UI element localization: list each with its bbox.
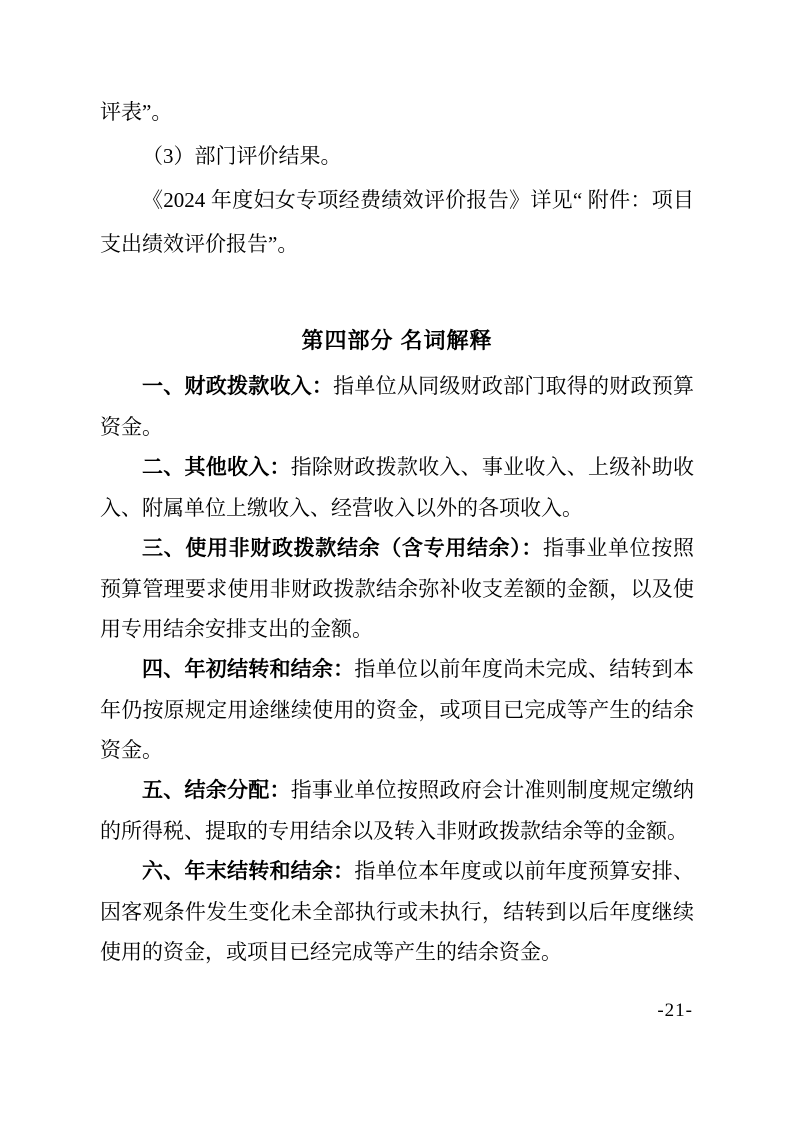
- definition-term: 五、结余分配：: [142, 779, 291, 802]
- definition-text: 指单位本年度或以前年度预算安排、因客观条件发生变化未全部执行或未执行，结转到以后年度继续使用的资金，或项目已经完成等产生的结余资金。: [100, 859, 695, 964]
- definition-text: 指事业单位按照政府会计准则制度规定缴纳的所得税、提取的专用结余以及转入非财政拨款结余等的金额。: [100, 778, 695, 843]
- definition-text: 指单位从同级财政部门取得的财政预算资金。: [100, 374, 695, 439]
- definition-item: [100, 447, 694, 528]
- department-evaluation-item: （3）部门评价结果。: [142, 144, 342, 168]
- evaluation-result-block: [100, 90, 694, 266]
- definition-item: [100, 649, 694, 770]
- definition-item: [100, 528, 694, 649]
- report-reference-paragraph: 《2024 年度妇女专项经费绩效评价报告》详见“ 附件：项目支出绩效评价报告”。: [100, 188, 694, 256]
- page-number: -21-: [657, 1000, 693, 1021]
- definition-text: 指事业单位按照预算管理要求使用非财政拨款结余弥补收支差额的金额，以及使用专用结余安排支出的金额。: [100, 536, 695, 641]
- definition-term: 一、财政拨款收入：: [142, 375, 334, 398]
- definition-text: 指单位以前年度尚未完成、结转到本年仍按原规定用途继续使用的资金，或项目已完成等产生的结余资金。: [100, 657, 695, 762]
- section-heading: 第四部分 名词解释: [301, 328, 493, 353]
- definition-item: [100, 851, 694, 972]
- definition-item: [100, 770, 694, 851]
- definition-term: 二、其他收入：: [142, 456, 291, 479]
- definition-term: 四、年初结转和结余：: [142, 658, 355, 681]
- definitions-list: [100, 366, 694, 972]
- definition-text: 指除财政拨款收入、事业收入、上级补助收入、附属单位上缴收入、经营收入以外的各项收入。: [100, 455, 695, 520]
- definition-item: [100, 366, 694, 447]
- page-content: [100, 90, 694, 972]
- definition-term: 六、年末结转和结余：: [142, 860, 355, 883]
- definition-term: 三、使用非财政拨款结余（含专用结余）：: [142, 537, 544, 560]
- continuation-paragraph: 评表”。: [100, 100, 173, 124]
